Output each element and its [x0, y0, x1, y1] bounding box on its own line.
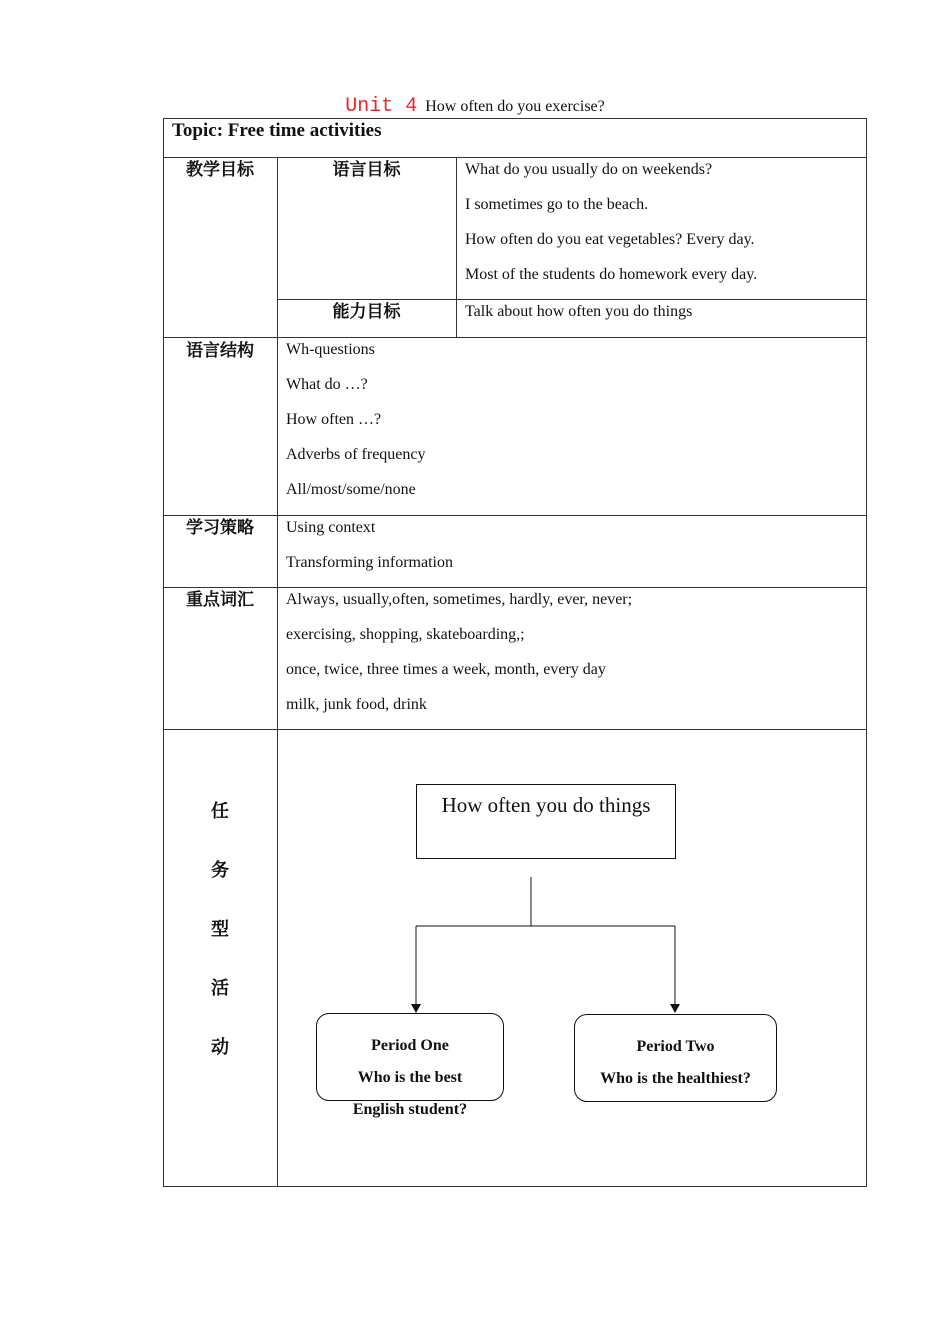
strategies-list [286, 510, 856, 580]
table-column-rule [456, 157, 457, 338]
language-goal-line: How often do you eat vegetables? Every day. [465, 231, 755, 248]
period-two-question: Who is the healthiest? [600, 1070, 751, 1087]
structure-line: Wh-questions [286, 341, 375, 358]
period-one-title: Period One [371, 1037, 449, 1054]
vocabulary-label: 重点词汇 [186, 590, 254, 610]
language-goal-line: What do you usually do on weekends? [465, 161, 713, 178]
vocabulary-list [286, 582, 856, 722]
language-goals-list [465, 152, 860, 292]
vocabulary-line: milk, junk food, drink [286, 696, 427, 713]
topic-heading: Topic: Free time activities [172, 120, 382, 141]
period-one-question: Who is the best [357, 1069, 463, 1086]
structures-list [286, 332, 856, 507]
strategies-label: 学习策略 [186, 518, 254, 538]
vocabulary-line: once, twice, three times a week, month, every day [286, 661, 606, 678]
tasks-label-char: 任 [211, 801, 229, 822]
tasks-label-char: 活 [211, 978, 229, 999]
language-goals-label: 语言目标 [332, 160, 401, 180]
period-two-text [574, 1031, 777, 1095]
arrow-down-icon [670, 1004, 680, 1013]
vocabulary-line: exercising, shopping, skateboarding,; [286, 626, 525, 643]
tasks-label-char: 型 [211, 919, 229, 940]
period-two-title: Period Two [636, 1038, 715, 1055]
table-border-right [866, 118, 867, 1187]
unit-label: Unit 4 [345, 95, 418, 118]
unit-title: How often do you exercise? [425, 98, 605, 115]
structure-line: How often …? [286, 411, 382, 428]
document-title [0, 95, 950, 119]
language-goal-line: Most of the students do homework every day. [465, 266, 758, 283]
tasks-label-char: 动 [211, 1037, 229, 1058]
strategy-line: Using context [286, 519, 376, 536]
ability-goals-text: Talk about how often you do things [465, 303, 693, 320]
diagram-connectors [400, 870, 700, 1016]
objectives-label: 教学目标 [186, 160, 254, 180]
tasks-label-char: 务 [211, 860, 229, 881]
structure-line: All/most/some/none [286, 481, 416, 498]
table-border-left [163, 118, 164, 1187]
diagram-root-label: How often you do things [441, 793, 651, 817]
ability-goals-label: 能力目标 [332, 302, 401, 322]
arrow-down-icon [411, 1004, 421, 1013]
period-one-question: English student? [352, 1101, 468, 1118]
period-one-text [316, 1030, 504, 1126]
language-goal-line: I sometimes go to the beach. [465, 196, 649, 213]
strategy-line: Transforming information [286, 554, 453, 571]
structures-label: 语言结构 [186, 341, 254, 361]
table-border-bottom [163, 1186, 867, 1187]
diagram-root-box [416, 784, 676, 859]
structure-line: Adverbs of frequency [286, 446, 426, 463]
vocabulary-line: Always, usually,often, sometimes, hardly, ever, never; [286, 591, 633, 608]
structure-line: What do …? [286, 376, 368, 393]
table-rule [163, 729, 867, 730]
